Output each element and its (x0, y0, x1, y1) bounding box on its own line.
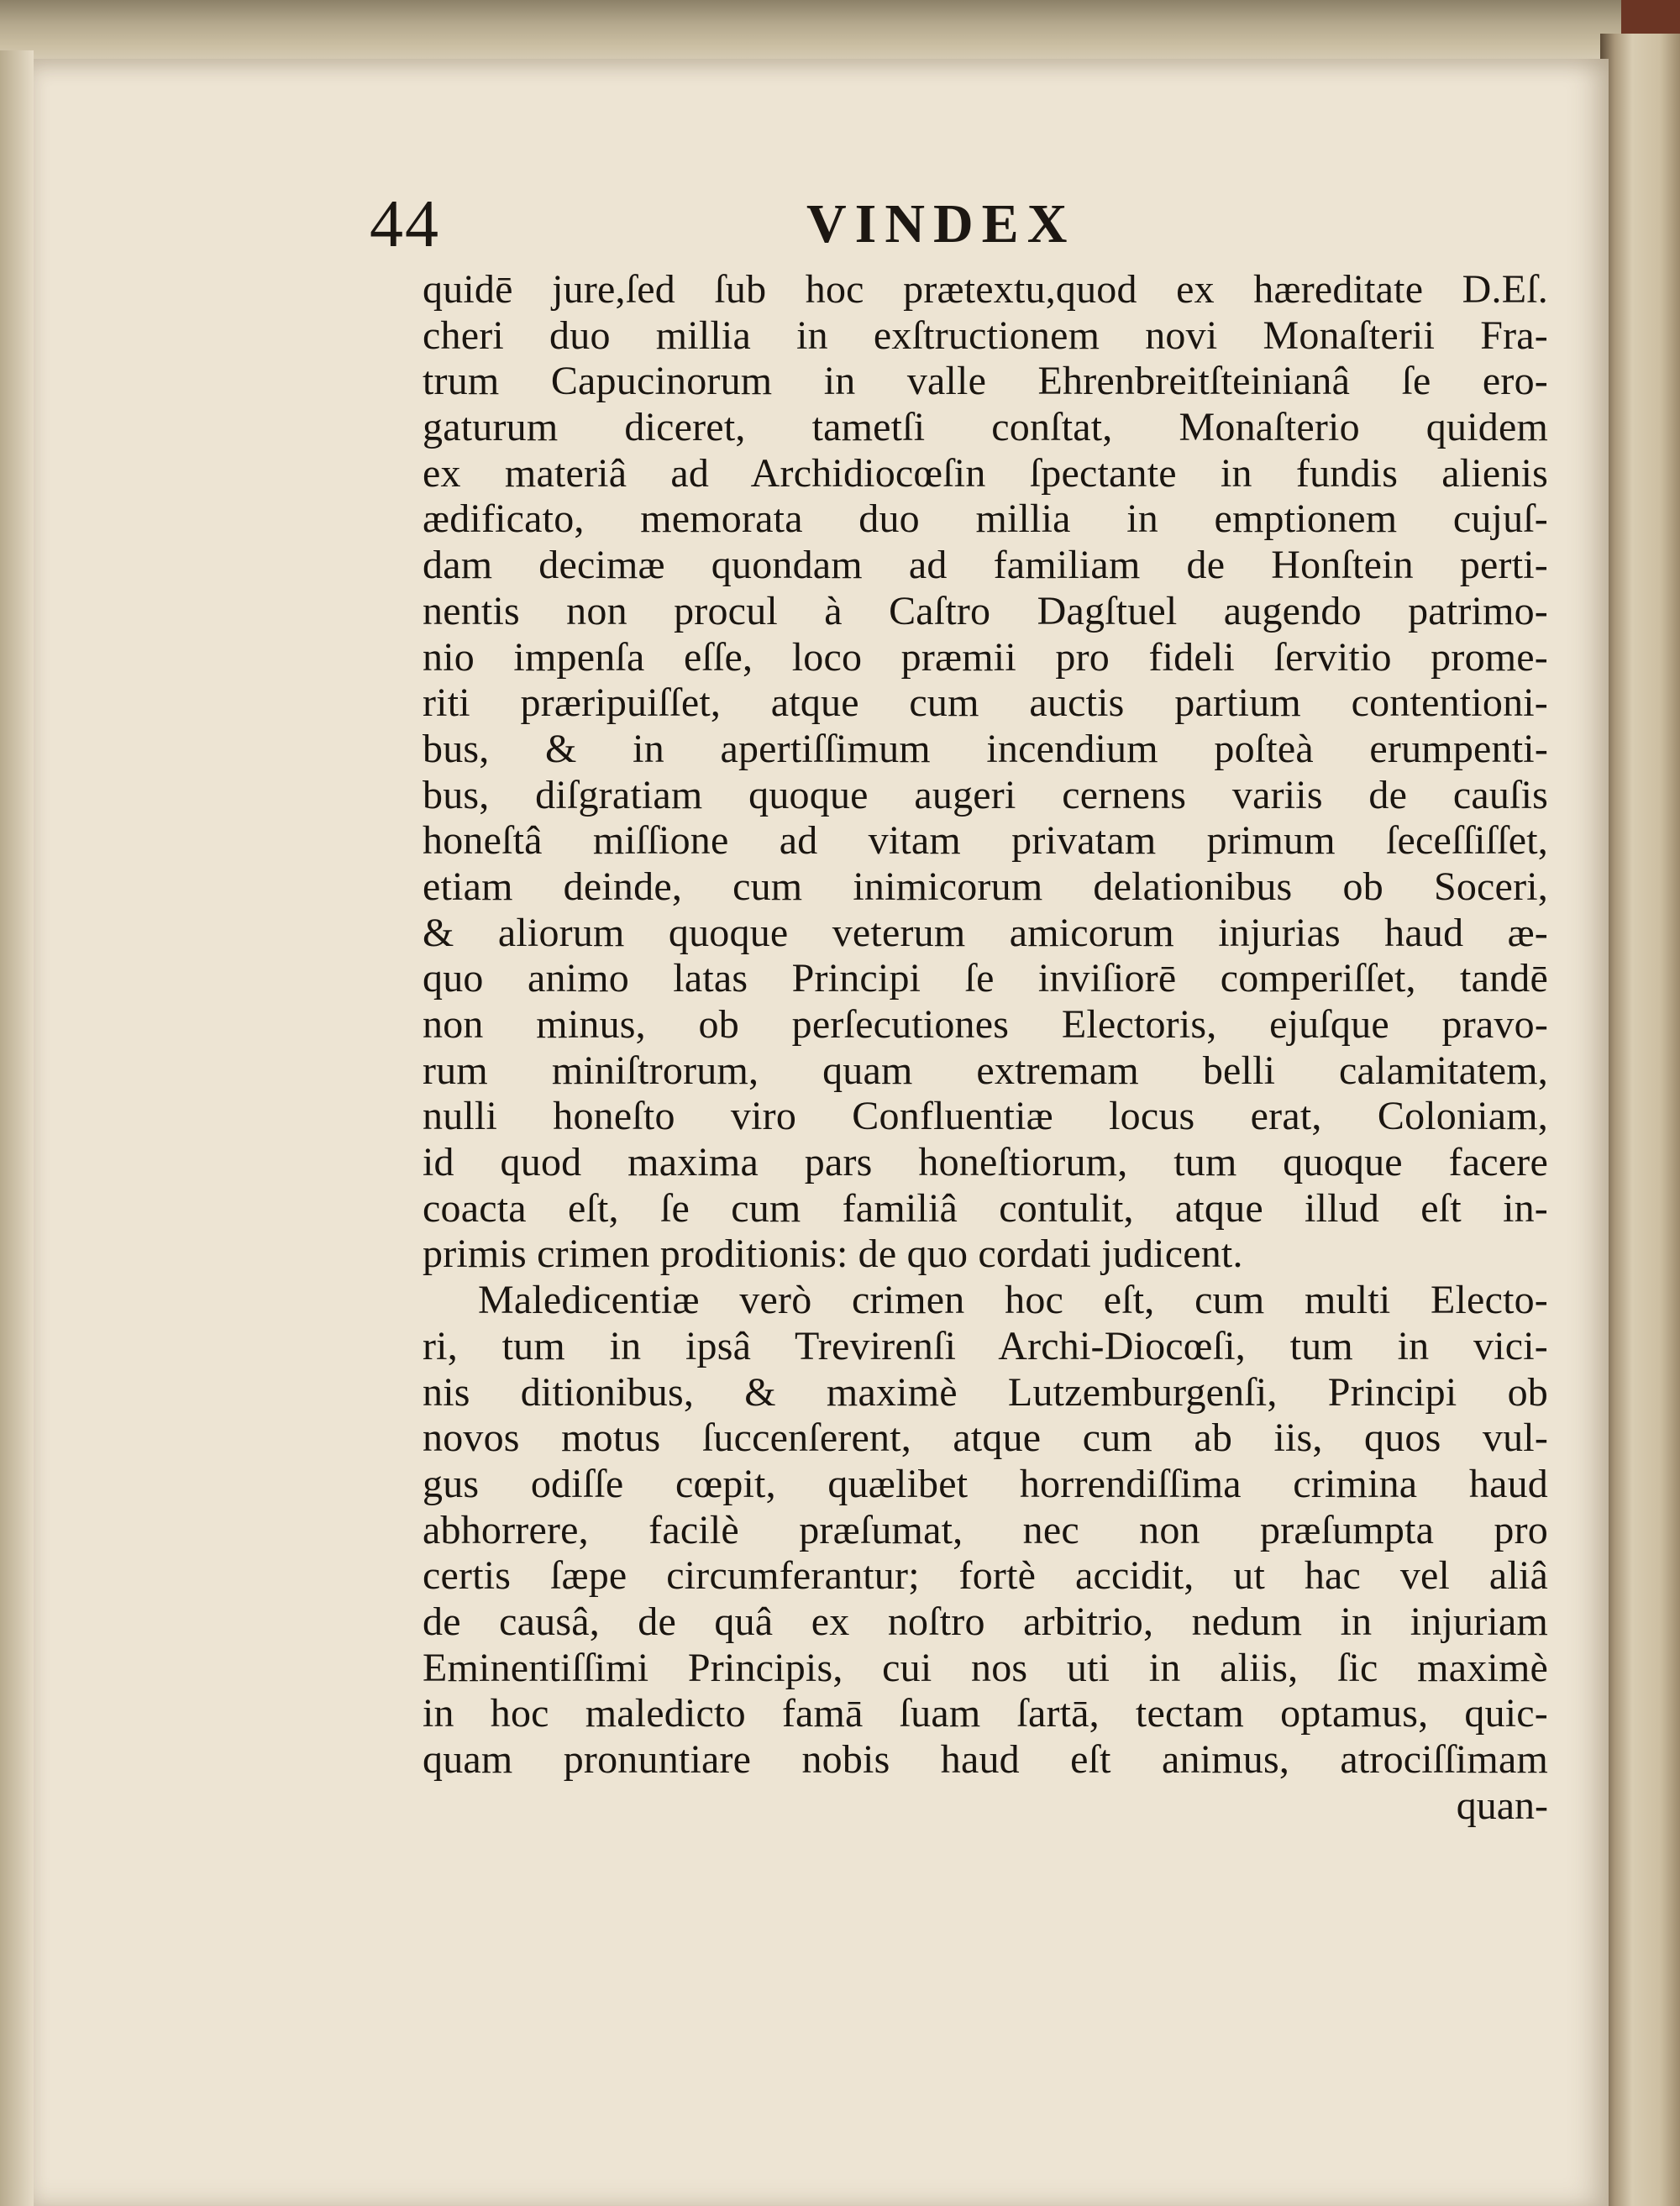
catchword: quan- (1456, 1783, 1548, 1828)
text-line: id quod maxima pars honeſtiorum, tum quoque facere (423, 1140, 1548, 1185)
text-line: primis crimen proditionis: de quo cordati judicent. (423, 1232, 1243, 1277)
text-line: Maledicentiæ verò crimen hoc eſt, cum multi Electo- (478, 1278, 1548, 1323)
text-line: & aliorum quoque veterum amicorum injurias haud æ- (423, 910, 1548, 955)
text-line: non minus, ob perſecutiones Electoris, ejuſque pravo- (423, 1002, 1548, 1047)
text-line: nis ditionibus, & maximè Lutzemburgenſi, Principi ob (423, 1369, 1548, 1415)
text-line: ex materiâ ad Archidiocœſin ſpectante in fundis alienis (423, 450, 1548, 496)
text-line: gaturum diceret, tametſi conſtat, Monaſterio quidem (423, 405, 1548, 450)
running-head (370, 186, 1210, 262)
text-line: nulli honeſto viro Confluentiæ locus erat, Coloniam, (423, 1094, 1548, 1139)
text-line: abhorrere, facilè præſumat, nec non præſumpta pro (423, 1507, 1548, 1552)
text-line: rum miniſtrorum, quam extremam belli calamitatem, (423, 1048, 1548, 1093)
text-line: certis ſæpe circumferantur; fortè accidit, ut hac vel aliâ (423, 1553, 1548, 1599)
body-text (423, 267, 1548, 1829)
text-line: cheri duo millia in exſtructionem novi Monaſterii Fra- (423, 313, 1548, 358)
text-line: quidē jure,ſed ſub hoc prætextu,quod ex hæreditate D.Eſ. (423, 267, 1548, 312)
text-line: bus, & in apertiſſimum incendium poſteà erumpenti- (423, 726, 1548, 771)
page-title: VINDEX (806, 193, 1076, 255)
facing-page-edge (1600, 34, 1680, 2206)
text-line: honeſtâ miſſione ad vitam privatam primum ſeceſſiſſet, (423, 818, 1548, 864)
text-line: de causâ, de quâ ex noſtro arbitrio, nedum in injuriam (423, 1599, 1548, 1644)
text-line: riti præripuiſſet, atque cum auctis partium contentioni- (423, 680, 1548, 726)
text-line: ri, tum in ipsâ Trevirenſi Archi-Diocœſi, tum in vici- (423, 1323, 1548, 1368)
text-line: novos motus ſuccenſerent, atque cum ab iis, quos vul- (423, 1416, 1548, 1461)
text-line: nentis non procul à Caſtro Dagſtuel augendo patrimo- (423, 588, 1548, 633)
text-line: nio impenſa eſſe, loco præmii pro fideli ſervitio prome- (423, 634, 1548, 680)
text-line: quo animo latas Principi ſe inviſiorē comperiſſet, tandē (423, 956, 1548, 1001)
page-left-edge (0, 50, 34, 2206)
text-line: quam pronuntiare nobis haud eſt animus, atrociſſimam (423, 1737, 1548, 1782)
text-line: ædificato, memorata duo millia in emptionem cujuſ- (423, 496, 1548, 542)
text-line: gus odiſſe cœpit, quælibet horrendiſſima crimina haud (423, 1461, 1548, 1506)
text-line: in hoc maledicto famā ſuam ſartā, tectam optamus, quic- (423, 1691, 1548, 1736)
text-line: etiam deinde, cum inimicorum delationibus ob Soceri, (423, 864, 1548, 909)
text-line: coacta eſt, ſe cum familiâ contulit, atque illud eſt in- (423, 1185, 1548, 1231)
text-line: Eminentiſſimi Principis, cui nos uti in aliis, ſic maximè (423, 1645, 1548, 1690)
text-line: dam decimæ quondam ad familiam de Honſtein perti- (423, 543, 1548, 588)
text-line: bus, diſgratiam quoque augeri cernens variis de cauſis (423, 772, 1548, 817)
text-line: trum Capucinorum in valle Ehrenbreitſteinianâ ſe ero- (423, 359, 1548, 404)
page-top-edge (0, 0, 1680, 66)
page-number: 44 (370, 187, 440, 261)
